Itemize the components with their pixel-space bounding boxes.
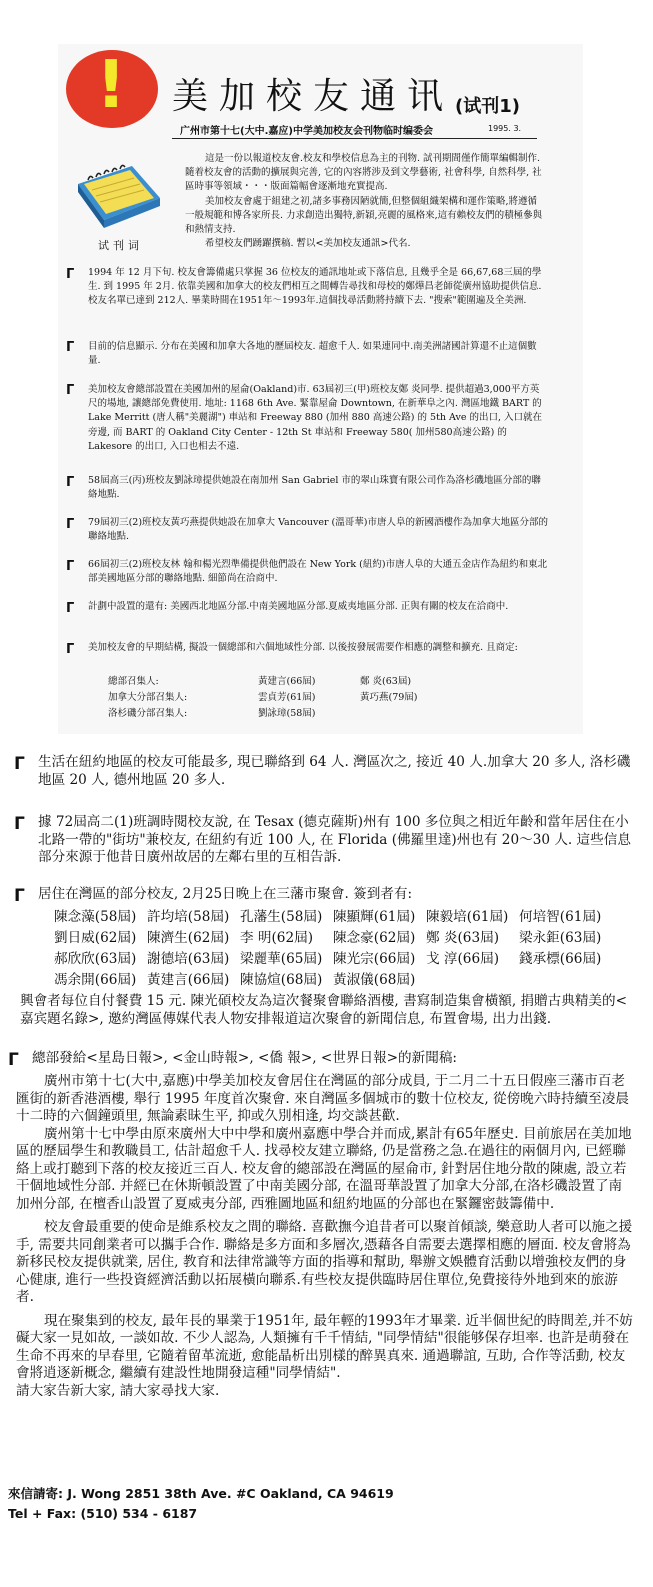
- bullet-mark: Г: [66, 340, 75, 355]
- bullet-mark: Г: [66, 383, 75, 398]
- roster-row: [108, 674, 508, 690]
- bullet-mark: Г: [14, 886, 25, 906]
- attendee-name: 謝德培(63屆): [147, 951, 230, 967]
- news-paragraph: 請大家告新大家, 請大家尋找大家.: [16, 1382, 220, 1399]
- attendee-name: 梁麗華(65屆): [240, 951, 323, 967]
- bullet-mark: Г: [14, 814, 25, 834]
- bullet-mark: Г: [14, 754, 25, 774]
- news-paragraph: 現在聚集到的校友, 最年長的畢業于1951年, 最年輕的1993年才畢業. 近半個世紀的時間差,并不妨礙大家一見如故, 一談如故. 不少人認為, 人類擁有千千情結, "同學情結"很能够保存坦率. 也許是萌發在生命不再來的早春里, 它隨着留革流逝, 愈能晶析出別樣的醉異真來. 通過聯誼, 互助, 合作等活動, 校友會將逍逐新概念, 繼續有建設性地開發這種"同學情結".: [16, 1312, 633, 1381]
- bullet-mark: Г: [66, 517, 75, 532]
- attendee-name: 戈 淳(66屆): [426, 951, 500, 967]
- intro-paragraph: 這是一份以報道校友會.校友和學校信息為主的刊物. 試刊期間僅作簡單編輯制作. 隨着校友會的活動的擴展與完善, 它的內容將涉及到文學藝術, 社會科學, 自然科學, 社區時事等領域・・・版面篇幅會逐漸地充實提高.: [185, 153, 542, 193]
- attendee-name: 陳念藻(58屆): [54, 909, 137, 925]
- attendee-name: 孔藩生(58屆): [240, 909, 323, 925]
- top-item-6: 66屆初三(2)班校友林 翰和楊光烈準備提供他們設在 New York (紐約)市唐人阜的大通五金店作為紐約和東北部美國地區分部的聯絡地點. 細節尚在洽商中.: [88, 559, 548, 585]
- roster-name: 雲貞芳(61屆): [258, 692, 316, 703]
- bullet-mark: Г: [8, 1050, 19, 1070]
- attendee-name: 劉日威(62屆): [54, 930, 137, 946]
- attendee-name: 陳念豪(62屆): [333, 930, 416, 946]
- roster-name: 黃巧燕(79屆): [360, 692, 418, 703]
- attendee-name: 錢承標(66屆): [519, 951, 602, 967]
- newsletter-title: 美加校友通讯: [172, 76, 455, 117]
- bullet-mark: Г: [66, 642, 75, 657]
- attendee-row: [54, 970, 614, 991]
- attendee-name: 陳濟生(62屆): [147, 930, 230, 946]
- contact-phone: Tel + Fax: (510) 534 - 6187: [8, 1506, 198, 1521]
- top-item-2: 目前的信息顯示. 分布在美國和加拿大各地的歷屆校友. 超愈千人. 如果連同中.南美洲諸國計算還不止這個數量.: [88, 341, 537, 367]
- attendee-name: 馮余開(66屆): [54, 972, 137, 988]
- attendee-row: [54, 949, 614, 970]
- attendee-row: [54, 928, 614, 949]
- roster-row: [108, 706, 508, 722]
- trial-issue-label: (试刊1): [455, 96, 520, 117]
- top-item-3: 美加校友會總部設置在美國加州的屋侖(Oakland)市. 63屆初三(甲)班校友鄭 炎同學. 提供超過3,000平方英尺的場地, 讓總部免費使用. 地址: 1168 6th Ave. 緊靠屋侖 Downtown, 在新華阜之內. 灣區地鐵 BART 的 Lake Merritt (唐人稱"美麗湖") 車站和 Freeway 880 (加州 880 高速公路) 的 5th Ave 的出口, 入口就在旁邊, 而 BART 的 Oakland City Center - 12th St 車站和 Freeway 580( 加州580高速公路) 的 Lakesore 的出口, 入口也相去不遠.: [88, 384, 543, 452]
- exclamation-glyph: !: [96, 46, 127, 123]
- attendee-name: 黃淑儀(68屆): [333, 972, 416, 988]
- intro-text: [185, 152, 545, 251]
- attendee-name: 陳顯輝(61屆): [333, 909, 416, 925]
- top-item-8: 美加校友會的早期結構, 擬設一個總部和六個地域性分部. 以後按發展需要作相應的調整和擴充. 且商定:: [88, 642, 518, 653]
- attendee-name: 李 明(62屆): [240, 930, 314, 946]
- attendee-name: 許均培(58屆): [147, 909, 230, 925]
- convener-roster: [108, 674, 508, 722]
- attendee-list: [54, 907, 614, 991]
- exclamation-badge-icon: [66, 46, 158, 128]
- attendee-name: 黃建言(66屆): [147, 972, 230, 988]
- bottom-item-3: 居住在灣區的部分校友, 2月25日晚上在三藩市聚會. 簽到者有:: [38, 886, 413, 902]
- bullet-mark: Г: [66, 601, 75, 616]
- contact-address: 來信請寄: J. Wong 2851 38th Ave. #C Oakland, CA 94619: [8, 1486, 394, 1501]
- roster-row: [108, 690, 508, 706]
- news-release-heading: 總部發給<星島日報>, <金山時報>, <僑 報>, <世界日報>的新聞稿:: [32, 1050, 458, 1066]
- attendee-name: 鄭 炎(63屆): [426, 930, 500, 946]
- roster-name: 劉詠璋(58屆): [258, 708, 316, 719]
- bottom-item-1: 生活在紐約地區的校友可能最多, 現已聯絡到 64 人. 灣區次之, 接近 40 人.加拿大 20 多人, 洛杉磯地區 20 人, 德州地區 20 多人.: [38, 754, 631, 788]
- attendee-name: 陳協煊(68屆): [240, 972, 323, 988]
- attendee-row: [54, 907, 614, 928]
- roster-name: 黃建言(66屆): [258, 676, 316, 687]
- bullet-mark: Г: [66, 559, 75, 574]
- issue-date: 1995. 3.: [488, 124, 522, 133]
- editorial-committee: 广州市第十七(大中.嘉应)中学美加校友会刊物临时编委会: [180, 126, 433, 137]
- attendee-name: 陳毅培(61屆): [426, 909, 509, 925]
- bullet-mark: Г: [66, 267, 75, 282]
- top-item-4: 58屆高三(丙)班校友劉詠璋提供她設在南加州 San Gabriel 市的翠山珠寶有限公司作為洛杉磯地區分部的聯絡地點.: [88, 475, 541, 501]
- top-item-7: 計劃中設置的還有: 美國西北地區分部.中南美國地區分部.夏威夷地區分部. 正與有關的校友在洽商中.: [88, 601, 509, 612]
- roster-role: 加拿大分部召集人:: [108, 692, 188, 703]
- gathering-summary: 興會者每位自付餐費 15 元. 陳光碩校友為這次餐聚會聯絡酒樓, 書寫制造集會橫額, 捐贈古典精美的<嘉宾題名錄>, 邀約灣區傳媒代表人物安排報道這次聚會的新聞信息, 布置會場, 出力出錢.: [20, 993, 628, 1027]
- top-item-5: 79屆初三(2)班校友黃巧燕提供她設在加拿大 Vancouver (溫哥華)市唐人阜的新國酒樓作為加拿大地區分部的聯絡地點.: [88, 517, 548, 543]
- trial-word-caption: 试刊词: [98, 239, 143, 252]
- header-divider: [172, 138, 537, 139]
- attendee-name: 陳光宗(66屆): [333, 951, 416, 967]
- attendee-name: 郝欣欣(63屆): [54, 951, 137, 967]
- top-item-1: 1994 年 12 月下旬. 校友會籌備處只掌握 36 位校友的通訊地址或下落信息, 且幾乎全是 66,67,68三屆的學生. 到 1995 年 2月. 依靠美國和加拿大的校友們相互之間轉告尋找和母校的鄭燁昌老師從廣州協助提供信息. 校友名單已達到 212人. 畢業時間在1951年～1993年.這個找尋活動將持續下去. "搜索"範圍遍及全美洲.: [88, 267, 542, 307]
- roster-role: 總部召集人:: [108, 676, 159, 687]
- notepad-icon: [72, 158, 164, 232]
- intro-paragraph: 希望校友們踴躍撰稿. 暫以<美加校友通訊>代名.: [205, 238, 411, 250]
- news-paragraph: 廣州市第十七(大中,嘉應)中學美加校友會居住在灣區的部分成員, 于二月二十五日假座三藩市百老匯街的新香港酒樓, 舉行 1995 年度首次聚會. 來自灣區多個城市的數十位校友, 從傍晚六時持續至凌晨十二時的六個鐘頭里, 無論素昧生平, 抑或久別相逢, 均交談甚歡.: [16, 1073, 629, 1124]
- bottom-item-2: 據 72屆高二(1)班調時閱校友說, 在 Tesax (德克薩斯)州有 100 多位與之相近年齡和當年居住在小北路一帶的"街坊"兼校友, 在紐約有近 100 人, 在 Florida (佛羅里達)州也有 20～30 人. 這些信息部分來源于他昔日廣州故居的左鄰右里的互相告訴.: [38, 814, 631, 865]
- roster-role: 洛杉磯分部召集人:: [108, 708, 188, 719]
- bullet-mark: Г: [66, 475, 75, 490]
- attendee-name: 梁永鉅(63屆): [519, 930, 602, 946]
- news-paragraph: 校友會最重要的使命是維系校友之間的聯絡. 喜歡撫今追昔者可以聚首傾談, 樂意助人者可以施之援手, 需要共同創業者可以攜手合作. 聯絡是多方面和多層次,憑藉各自需要去選擇相應的層面. 校友會將為新移民校友提供就業, 居住, 教育和法律常識等方面的指導和幫助, 舉辦文娛體育活動以增強校友們的身心健康, 進行一些投資經濟活動以拓展橫向聯系.有些校友提供臨時居住單位,免費接待外地到來的旅游者.: [16, 1219, 633, 1305]
- attendee-name: 何培智(61屆): [519, 909, 602, 925]
- news-release-body: [16, 1073, 634, 1400]
- intro-paragraph: 美加校友會處于組建之初,諸多事務因陋就簡,但整個組織架構和運作策略,將遵循一般規範和博各家所長. 力求創造出獨特,新穎,亮麗的風格來,這有賴校友們的積極參與和熱情支持.: [185, 195, 543, 236]
- roster-name: 鄭 炎(63屆): [360, 676, 412, 687]
- news-paragraph: 廣州第十七中學由原來廣州大中中學和廣州嘉應中學合并而成,累計有65年歷史. 目前旅居在美加地區的歷屆學生和教職員工, 估計超愈千人. 找尋校友建立聯絡, 仍是當務之急.在過往的兩個月內, 已經聯絡上或打聽到下落的校友接近三百人. 校友會的總部設在灣區的屋侖市, 針對居住地分散的陳處, 設立若干個地域性分部. 并經已在休斯頓設置了中南美國分部, 在溫哥華設置了加拿大分部,在洛杉磯設置了南加州分部, 在檀香山設置了夏威夷分部, 西雅圖地區和紐約地區的分部也在緊鑼密鼓籌備中.: [16, 1125, 632, 1212]
